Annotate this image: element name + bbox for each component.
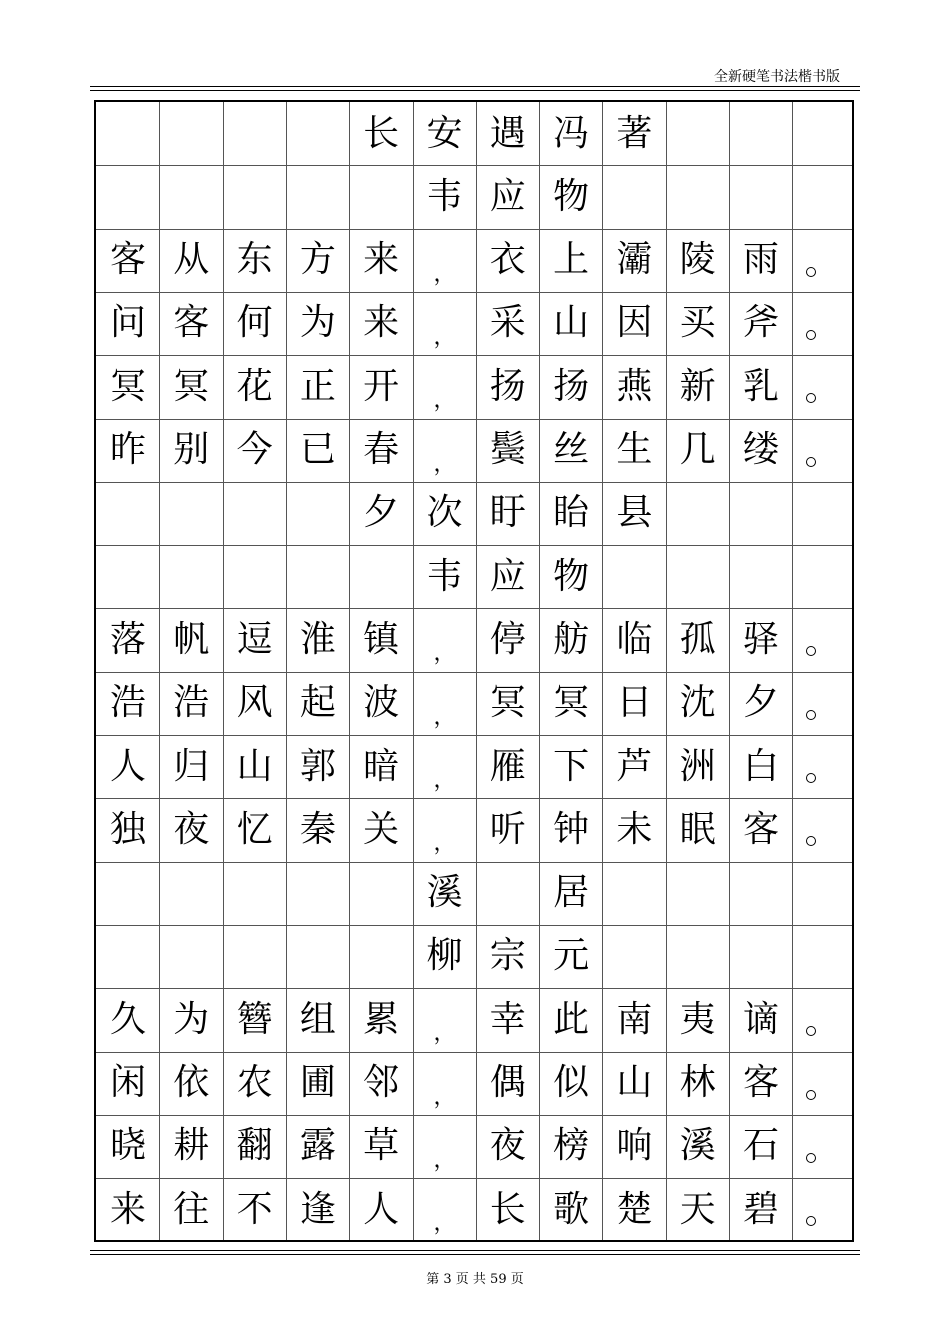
character-cell: 忆 [236,808,273,850]
character-cell: 眠 [679,808,716,850]
character-cell: 山 [553,302,590,344]
character-cell: 客 [173,302,210,344]
character-cell: 未 [616,808,653,850]
character-cell: 几 [679,429,716,470]
character-cell: 冥 [489,682,526,724]
period-mark [806,1153,816,1163]
character-cell: 新 [679,365,716,407]
character-cell: 歌 [553,1188,590,1230]
character-cell: 盱 [489,492,526,534]
character-cell: 山 [616,1062,653,1103]
comma-mark: ， [433,324,456,350]
comma-mark: ， [433,1211,456,1237]
character-cell: 花 [236,365,273,407]
period-mark [806,1026,816,1036]
character-cell: 冯 [553,112,590,154]
character-cell: 眙 [553,492,590,534]
character-cell: 冥 [553,682,590,724]
character-cell: 客 [109,239,146,281]
character-cell: 应 [489,175,526,217]
character-cell: 开 [363,365,400,407]
comma-mark: ， [433,1147,456,1173]
character-cell: 客 [742,808,779,850]
character-cell: 扬 [553,365,590,407]
character-cell: 夕 [742,682,779,724]
character-cell: 雁 [489,745,526,787]
character-cell: 遇 [489,112,526,154]
character-cell: 来 [109,1188,146,1230]
character-cell: 驿 [742,618,779,660]
character-cell: 组 [299,998,336,1040]
character-cell: 郭 [299,745,336,787]
character-cell: 归 [173,745,210,787]
character-cell: 买 [679,302,716,344]
character-cell: 人 [363,1188,400,1230]
comma-mark: ， [433,388,456,414]
character-cell: 不 [236,1188,273,1230]
character-cell: 物 [553,175,590,217]
character-cell: 久 [109,998,146,1040]
character-cell: 雨 [742,239,779,281]
character-cell: 冥 [173,365,210,407]
character-cell: 冥 [109,365,146,407]
character-cell: 丝 [553,429,590,470]
period-mark [806,393,816,403]
character-cell: 林 [679,1062,716,1103]
character-cell: 逗 [236,618,273,660]
character-cell: 天 [679,1188,716,1230]
character-cell: 溪 [426,872,463,914]
character-cell: 沈 [679,682,716,724]
character-cell: 斧 [742,302,779,344]
character-cell: 关 [363,808,400,850]
character-cell: 为 [299,302,336,344]
character-cell: 夜 [489,1125,526,1167]
period-mark [806,710,816,720]
character-cell: 邻 [363,1062,400,1103]
character-cell: 镇 [363,618,400,660]
character-cell: 偶 [489,1062,526,1103]
comma-mark: ， [433,768,456,793]
character-cell: 安 [426,112,463,154]
calligraphy-grid [94,100,854,1242]
character-cell: 昨 [109,429,146,470]
character-cell: 孤 [679,618,716,660]
character-cell: 物 [553,555,590,597]
character-cell: 往 [173,1188,210,1230]
footer-rule [90,1250,860,1251]
character-cell: 农 [236,1062,273,1103]
character-cell: 落 [109,618,146,660]
period-mark [806,330,816,340]
character-cell: 山 [236,745,273,787]
character-cell: 春 [363,429,400,470]
character-cell: 方 [299,239,336,281]
character-cell: 柳 [426,935,463,977]
period-mark [806,773,816,783]
character-cell: 闲 [109,1062,146,1103]
period-mark [806,267,816,277]
character-cell: 韦 [426,555,463,597]
character-cell: 白 [742,745,779,787]
character-cell: 因 [616,302,653,344]
character-cell: 韦 [426,175,463,217]
comma-mark: ， [433,704,456,730]
period-mark [806,457,816,467]
character-cell: 洲 [679,745,716,787]
comma-mark: ， [433,831,456,857]
character-cell: 客 [742,1062,779,1103]
character-cell: 逢 [299,1188,336,1230]
character-cell: 夕 [363,492,400,534]
character-cell: 宗 [489,935,526,977]
character-cell: 次 [426,492,463,534]
character-cell: 已 [299,429,336,470]
character-cell: 上 [553,239,590,281]
character-cell: 暗 [363,745,400,787]
character-cell: 南 [616,998,653,1040]
character-cell: 东 [236,239,273,281]
character-cell: 淮 [299,618,336,660]
character-cell: 别 [173,429,210,470]
period-mark [806,646,816,656]
character-cell: 楚 [616,1188,653,1230]
character-cell: 问 [109,302,146,344]
character-cell: 夜 [173,808,210,850]
period-mark [806,1090,816,1100]
footer-rule-inner [90,1254,860,1255]
character-cell: 临 [616,618,653,660]
comma-mark: ， [433,1084,456,1110]
character-cell: 露 [299,1125,336,1167]
character-cell: 应 [489,555,526,597]
character-cell: 缕 [742,429,779,470]
character-cell: 溪 [679,1125,716,1167]
character-cell: 居 [553,872,590,914]
character-cell: 钟 [553,808,590,850]
character-cell: 碧 [742,1188,779,1230]
character-cell: 来 [363,239,400,281]
period-mark [806,1216,816,1226]
header-title: 全新硬笔书法楷书版 [714,69,840,85]
character-cell: 似 [553,1062,590,1103]
character-cell: 依 [173,1062,210,1103]
comma-mark: ， [433,641,456,667]
character-cell: 从 [173,239,210,281]
character-cell: 石 [742,1125,779,1167]
character-cell: 日 [616,682,653,724]
character-cell: 正 [299,365,336,407]
comma-mark: ， [433,451,456,477]
character-cell: 翻 [236,1125,273,1167]
comma-mark: ， [433,1021,456,1047]
character-cell: 今 [236,429,273,470]
character-cell: 乳 [742,365,779,407]
character-cell: 榜 [553,1125,590,1167]
character-cell: 长 [489,1188,526,1230]
character-cell: 谪 [742,998,779,1040]
character-cell: 累 [363,998,400,1040]
character-cell: 为 [173,998,210,1040]
character-cell: 草 [363,1125,400,1167]
character-cell: 下 [553,745,590,787]
period-mark [806,836,816,846]
character-cell: 元 [553,935,590,977]
character-cell: 停 [489,618,526,660]
character-cell: 幸 [489,998,526,1040]
character-cell: 听 [489,808,526,850]
character-cell: 县 [616,492,653,534]
character-cell: 风 [236,682,273,724]
character-cell: 秦 [299,808,336,850]
character-cell: 耕 [173,1125,210,1167]
character-cell: 簪 [236,998,273,1040]
character-cell: 夷 [679,998,716,1040]
character-cell: 帆 [173,618,210,660]
character-cell: 鬓 [489,429,526,470]
character-cell: 晓 [109,1125,146,1167]
character-cell: 长 [363,112,400,154]
character-cell: 人 [109,745,146,787]
character-cell: 灞 [616,239,653,281]
header-rule-inner [90,90,860,91]
character-cell: 独 [109,808,146,850]
character-cell: 著 [616,112,653,154]
character-cell: 浩 [109,682,146,724]
character-cell: 采 [489,302,526,344]
character-cell: 舫 [553,618,590,660]
character-cell: 起 [299,682,336,724]
character-cell: 响 [616,1125,653,1167]
character-cell: 来 [363,302,400,344]
header-rule [90,86,860,87]
character-cell: 陵 [679,239,716,281]
page-number: 第 3 页 共 59 页 [426,1272,524,1287]
character-cell: 浩 [173,682,210,724]
character-cell: 生 [616,429,653,470]
character-cell: 燕 [616,365,653,407]
character-cell: 扬 [489,365,526,407]
character-cell: 何 [236,302,273,344]
character-cell: 衣 [489,239,526,281]
character-cell: 圃 [299,1062,336,1103]
character-cell: 波 [363,682,400,724]
comma-mark: ， [433,261,456,287]
character-cell: 此 [553,998,590,1040]
character-cell: 芦 [616,745,653,787]
